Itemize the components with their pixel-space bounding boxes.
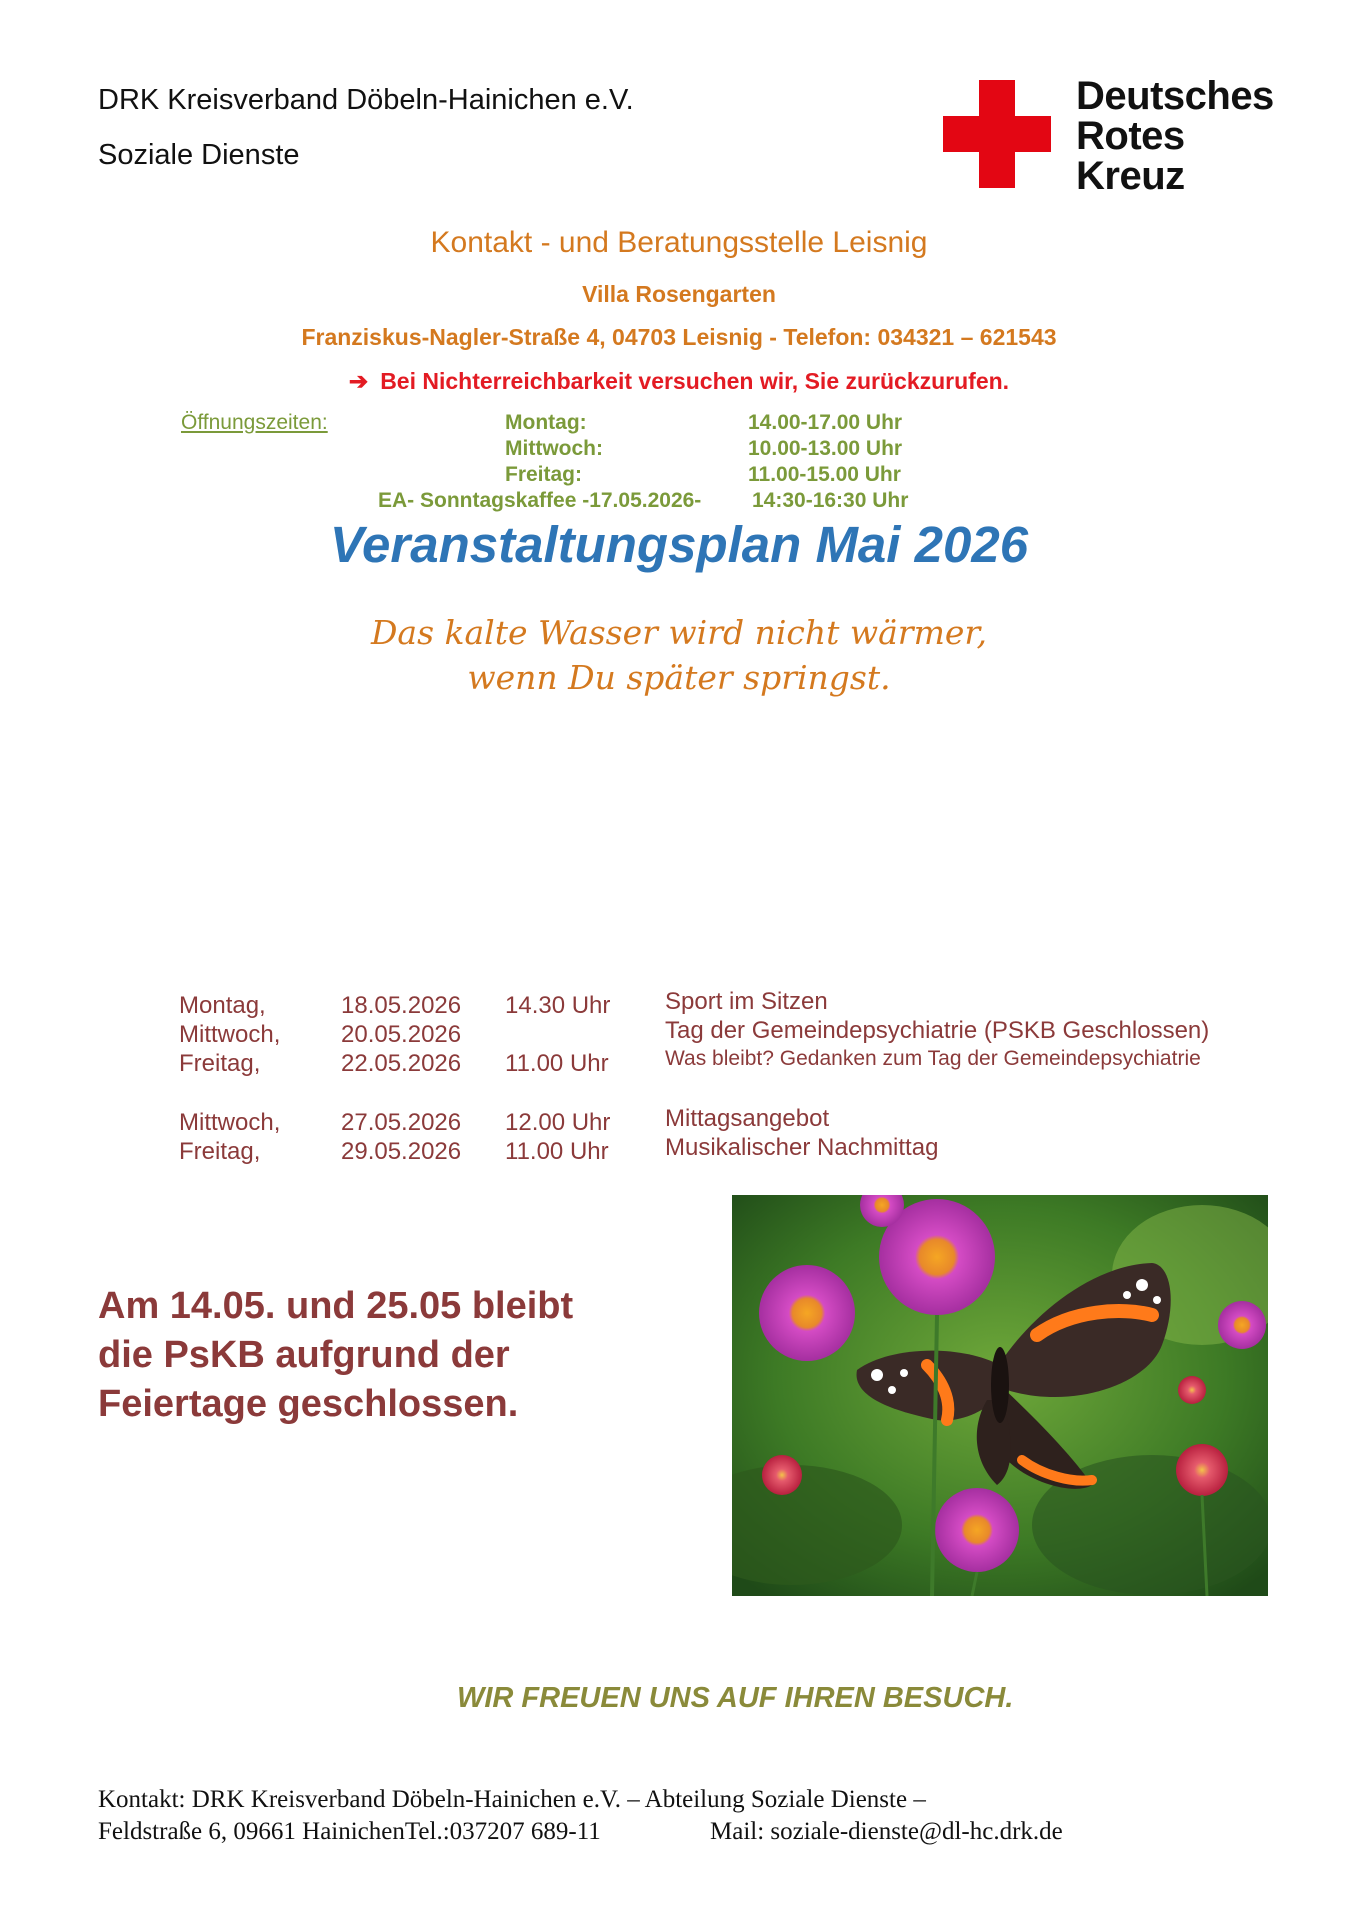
event-title: Mittagsangebot [665,1105,830,1132]
motto-quote [0,610,1358,700]
organization-name: DRK Kreisverband Döbeln-Hainichen e.V. [98,84,634,116]
address-line: Franziskus-Nagler-Straße 4, 04703 Leisnig - Telefon: 034321 – 621543 [301,324,1057,350]
event-time: 12.00 Uhr [505,1109,611,1136]
opening-hours-label: Öffnungszeiten: [181,411,328,434]
callback-notice-text: Bei Nichterreichbarkeit versuchen wir, Sie zurückzurufen. [380,368,1010,394]
event-date: 22.05.2026 [341,1050,462,1077]
event-day: Mittwoch, [179,1109,281,1136]
callback-notice [0,368,1358,395]
hours-time-friday: 11.00-15.00 Uhr [748,463,901,486]
hours-special-time: 14:30-16:30 Uhr [752,489,909,512]
event-title: Tag der Gemeindepsychiatrie (PSKB Geschlossen) [665,1017,1210,1044]
hours-time-wednesday: 10.00-13.00 Uhr [748,437,903,460]
closure-line-1: Am 14.05. und 25.05 bleibt [98,1285,574,1327]
logo-line-1: Deutsches [1076,74,1274,118]
footer-contact-line: Kontakt: DRK Kreisverband Döbeln-Hainichen e.V. – Abteilung Soziale Dienste – [98,1786,926,1813]
hours-day-wednesday: Mittwoch: [505,437,603,460]
motto-line-1: Das kalte Wasser wird nicht wärmer, [370,613,988,652]
event-title: Sport im Sitzen [665,988,828,1015]
hours-special-label: EA- Sonntagskaffee -17.05.2026- [378,489,702,512]
event-day: Montag, [179,992,266,1019]
event-title: Musikalischer Nachmittag [665,1134,939,1161]
red-cross-icon [943,80,1051,188]
page-title: Veranstaltungsplan Mai 2026 [329,516,1029,573]
holiday-closure-notice [98,1282,573,1429]
butterfly-photo [732,1195,1268,1596]
hours-time-monday: 14.00-17.00 Uhr [748,411,903,434]
department-name: Soziale Dienste [98,139,300,171]
event-day: Freitag, [179,1138,261,1165]
event-time: 14.30 Uhr [505,992,611,1019]
event-date: 20.05.2026 [341,1021,462,1048]
welcome-message: WIR FREUEN UNS AUF IHREN BESUCH. [457,1682,1014,1714]
contact-title: Kontakt - und Beratungsstelle Leisnig [430,226,928,259]
event-date: 27.05.2026 [341,1109,462,1136]
hours-day-monday: Montag: [505,411,587,434]
event-day: Mittwoch, [179,1021,281,1048]
motto-line-2: wenn Du später springst. [467,658,891,697]
event-time: 11.00 Uhr [505,1138,609,1165]
event-date: 29.05.2026 [341,1138,462,1165]
footer-address: Feldstraße 6, 09661 HainichenTel.:037207 689-11 [98,1818,601,1845]
closure-line-2: die PsKB aufgrund der [98,1334,510,1376]
logo-line-3: Kreuz [1076,154,1185,198]
hours-day-friday: Freitag: [505,463,583,486]
footer-email: Mail: soziale-dienste@dl-hc.drk.de [710,1818,1063,1845]
arrow-right-icon: ➔ [348,368,369,394]
event-time: 11.00 Uhr [505,1050,609,1077]
event-title: Was bleibt? Gedanken zum Tag der Gemeindepsychiatrie [665,1047,1201,1070]
event-day: Freitag, [179,1050,261,1077]
drk-logo-text [1076,76,1274,196]
event-date: 18.05.2026 [341,992,462,1019]
closure-line-3: Feiertage geschlossen. [98,1383,519,1425]
logo-line-2: Rotes [1076,114,1185,158]
venue-name: Villa Rosengarten [582,281,776,307]
